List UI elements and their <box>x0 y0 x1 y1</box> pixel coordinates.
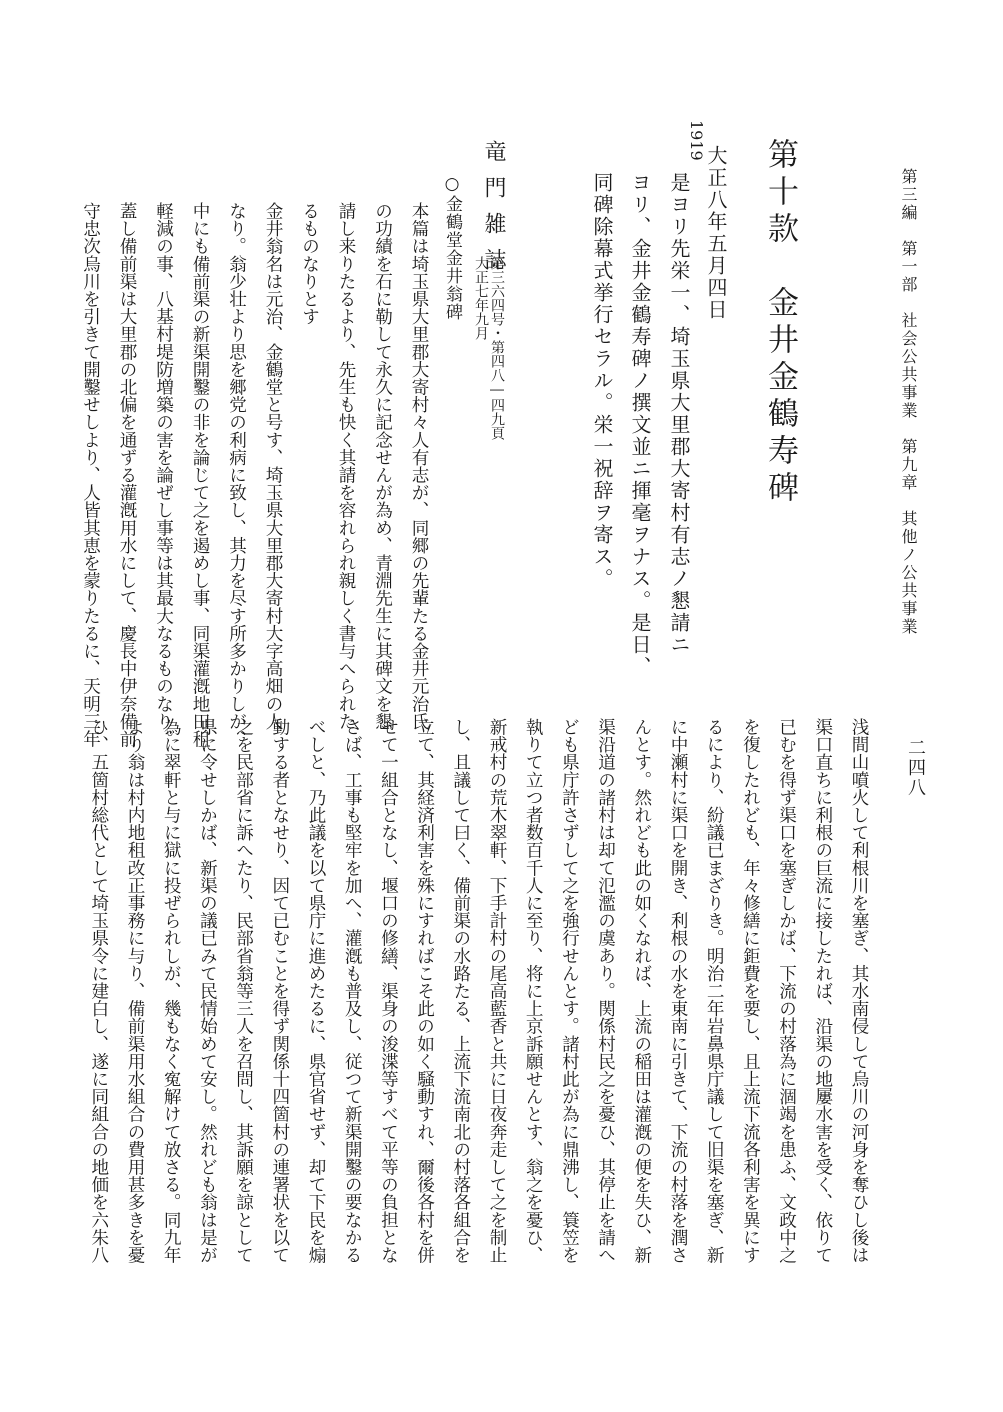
text-column: 已むを得ず渠口を塞ぎしかば、下流の村落為に涸竭を患ふ、文政中之 <box>776 718 797 1264</box>
summary-line: 是ヨリ先栄一、埼玉県大里郡大寄村有志ノ懇請ニ <box>667 172 691 656</box>
text-column: 守忠次烏川を引きて開鑿せしより、人皆其恵を蒙りたるに、天明三年 <box>80 202 101 748</box>
body-lower <box>80 718 880 1378</box>
text-column: べしと、乃此議を以て県庁に進めたるに、県官省せず、却て下民を煽 <box>306 718 326 1264</box>
section-title: 第十款 金井金鶴寿碑 <box>762 138 798 508</box>
source-name: 竜門雑誌 <box>481 140 506 284</box>
text-column: るものなりとす <box>299 202 320 326</box>
text-column: ども県庁許さずして之を強行せんとす。諸村此が為に鼎沸し、簑笠を <box>559 718 580 1264</box>
year-annotation: 1919 <box>687 120 706 161</box>
text-column: 渠沿道の諸村は却て氾濫の虞あり。関係村民之を憂ひ、其停止を請へ <box>595 718 616 1264</box>
text-column: 新戒村の荒木翠軒、下手計村の尾高藍香と共に日夜奔走して之を制止 <box>487 718 507 1264</box>
text-column: るにより、紛議已まざりき。明治二年岩鼻県庁議して旧渠を塞ぎ、新 <box>704 718 725 1264</box>
text-column: 蓋し備前渠は大里郡の北偏を通ずる灌漑用水にして、慶長中伊奈備前 <box>117 202 137 748</box>
summary-line: 同碑除幕式挙行セラル。栄一祝辞ヲ寄ス。 <box>590 172 614 590</box>
text-column: 本篇は埼玉県大里郡大寄村々人有志が、同郷の先輩たる金井元治氏 <box>409 202 429 730</box>
text-column: 執りて立つ者数百千人に至り、将に上京訴願せんとす、翁之を憂ひ、 <box>523 718 544 1264</box>
text-column: 金井翁名は元治、金鶴堂と号す、埼玉県大里郡大寄村大字高畑の人 <box>263 202 283 730</box>
text-column: せて一組合となし、堰口の修繕、渠身の浚渫等すべて平等の負担とな <box>378 718 399 1264</box>
summary-line: ヨリ、金井金鶴寿碑ノ撰文並ニ揮毫ヲナス。是日、 <box>628 172 652 678</box>
text-column: 中にも備前渠の新渠開鑿の非を論じて之を遏めし事、同渠灌漑地田租 <box>190 202 210 748</box>
source-issue: 第三六四号・第四八―四九頁 <box>489 256 505 440</box>
text-column: し、且議して曰く、備前渠の水路たる、上流下流南北の村落各組合を <box>450 718 471 1264</box>
text-column: ひ、五箇村総代として埼玉県令に建白し、遂に同組合の地価を六朱八 <box>88 718 109 1264</box>
text-column: 県に令せしかば、新渠の議已みて民情始めて安し。然れども翁は是が <box>197 718 218 1264</box>
text-column: を復したれども、年々修繕に鉅費を要し、且上流下流各利害を異にす <box>740 718 761 1264</box>
date-heading: 大正八年五月四日 <box>704 145 728 321</box>
article-title: ○金鶴堂金井翁碑 <box>442 174 462 321</box>
text-column: 浅間山噴火して利根川を塞ぎ、其水南侵して烏川の河身を奪ひし後は <box>849 718 869 1264</box>
text-column: 渠口直ちに利根の巨流に接したれば、沿渠の地屢水害を受く、依りて <box>812 718 833 1264</box>
text-column: 之を民部省に訴へたり、民部省翁等三人を召問し、其訴願を諒として <box>233 718 254 1264</box>
text-column: 軽減の事、八基村堤防増築の害を論ぜし事等は其最大なるものなり。 <box>153 202 174 748</box>
text-column: なり。翁少壮より思を郷党の利病に致し、其力を尽す所多かりしが、 <box>226 202 247 748</box>
page-number: 二四八 <box>905 738 926 798</box>
text-column: 為に翠軒と与に獄に投ぜられしが、幾もなく寃解けて放さる。同九年 <box>161 718 182 1264</box>
text-column: の功績を石に勒して永久に記念せんが為め、青淵先生に其碑文を懇 <box>372 202 393 730</box>
text-column: より翁は村内地租改正事務に与り、備前渠用水組合の費用甚多きを憂 <box>125 718 145 1264</box>
text-column: んとす。然れども此の如くなれば、上流の稲田は灌漑の便を失ひ、新 <box>631 718 652 1264</box>
text-column: 請し来りたるより、先生も快く其請を容れられ親しく書与へられた <box>336 202 356 730</box>
text-column: さば、工事も堅牢を加へ、灌漑も普及し、従つて新渠開鑿の要なかる <box>342 718 363 1264</box>
text-column: 動する者となせり、因て已むことを得ず関係十四箇村の連署状を以て <box>269 718 290 1264</box>
text-column: 立て、其経済利害を殊にすればこそ此の如く騒動すれ、爾後各村を併 <box>414 718 435 1264</box>
running-head: 第三編 第一部 社会公共事業 第九章 其他ノ公共事業 <box>899 168 918 636</box>
body-upper <box>80 202 430 748</box>
text-column: に中瀬村に渠口を開き、利根の水を東南に引きて、下流の村落を潤さ <box>668 718 688 1264</box>
source-date: 大正七年九月 <box>473 256 489 340</box>
